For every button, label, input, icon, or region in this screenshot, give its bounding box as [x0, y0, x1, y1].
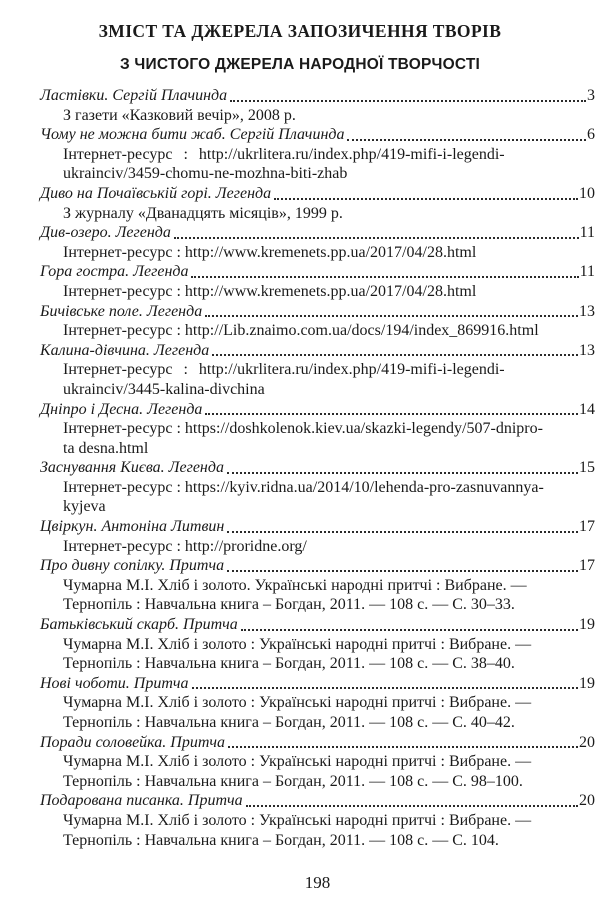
toc-entry-line [40, 262, 595, 282]
dotted-leader [212, 354, 578, 356]
dotted-leader [205, 315, 578, 317]
toc-entry [40, 184, 595, 223]
toc-entry [40, 341, 595, 400]
source-line: Інтернет-ресурс : http://ukrlitera.ru/index.php/419-mifi-i-legendi- [63, 361, 505, 379]
toc-entry-line [40, 556, 595, 576]
toc-entry-line [40, 341, 595, 361]
source-line: Тернопіль : Навчальна книга – Богдан, 2011. — 108 с. — С. 40–42. [63, 714, 515, 731]
toc-entry-line [40, 458, 595, 478]
entry-title: Калина-дівчина. Легенда [40, 341, 210, 359]
entry-title: Заснування Києва. Легенда [40, 459, 224, 477]
source-line: Інтернет-ресурс : http://Lib.znaimo.com.ua/docs/194/index_869916.html [63, 322, 539, 340]
toc-entry-line [40, 517, 595, 537]
toc-entry [40, 733, 595, 792]
toc-entry [40, 674, 595, 733]
entry-title: Чому не можна бити жаб. Сергій Плачинда [40, 126, 345, 144]
entry-page-number: 13 [579, 302, 595, 320]
entry-page-number: 13 [579, 341, 595, 359]
toc-entry [40, 86, 595, 125]
dotted-leader [274, 198, 578, 200]
entry-page-number: 20 [579, 792, 595, 810]
entry-page-number: 10 [579, 184, 595, 202]
dotted-leader [227, 472, 578, 474]
toc-list [40, 86, 595, 850]
toc-entry-line [40, 791, 595, 811]
source-line: Тернопіль : Навчальна книга – Богдан, 2011. — 108 с. — С. 98–100. [63, 772, 523, 790]
source-line: Інтернет-ресурс : http://www.kremenets.pp.ua/2017/04/28.html [63, 282, 477, 300]
source-line: Чумарна М.І. Хліб і золото : Українські народні притчі : Вибране. — [63, 811, 532, 829]
toc-entry [40, 517, 595, 556]
toc-entry [40, 556, 595, 615]
toc-entry [40, 262, 595, 301]
dotted-leader [174, 237, 579, 239]
source-line: ukrainciv/3445-kalina-divchina [63, 380, 265, 398]
entry-title: Гора гостра. Легенда [40, 263, 189, 281]
source-line: ta desna.html [63, 439, 149, 457]
source-line: З газети «Казковий вечір», 2008 р. [63, 106, 296, 124]
source-line: Тернопіль : Навчальна книга – Богдан, 2011. — 108 с. — С. 38–40. [63, 655, 515, 673]
entry-title: Див-озеро. Легенда [40, 224, 171, 242]
entry-title: Про дивну сопілку. Притча [40, 557, 225, 575]
folio-page-number: 198 [304, 873, 331, 893]
toc-entry-line [40, 125, 595, 145]
dotted-leader [191, 276, 578, 278]
source-line: Чумарна М.І. Хліб і золото : Українські народні притчі : Вибране. — [63, 694, 532, 712]
dotted-leader [227, 531, 578, 533]
dotted-leader [192, 687, 579, 689]
entry-title: Батьківський скарб. Притча [40, 616, 238, 634]
entry-page-number: 11 [579, 263, 595, 281]
dotted-leader [347, 139, 586, 141]
toc-entry [40, 400, 595, 459]
source-line: Інтернет-ресурс : https://kyiv.ridna.ua/2014/10/lehenda-pro-zasnuvannya- [63, 478, 544, 496]
entry-title: Поради соловейка. Притча [40, 733, 225, 751]
toc-entry-line [40, 223, 595, 243]
source-line: Інтернет-ресурс : http://ukrlitera.ru/index.php/419-mifi-i-legendi- [63, 145, 505, 163]
toc-entry [40, 458, 595, 517]
entry-page-number: 14 [579, 400, 595, 418]
source-line: Тернопіль : Навчальна книга – Богдан, 2011. — 108 с. — С. 104. [63, 831, 499, 849]
dotted-leader [228, 746, 578, 748]
toc-entry [40, 302, 595, 341]
dotted-leader [230, 100, 586, 102]
dotted-leader [205, 413, 578, 415]
entry-page-number: 3 [587, 87, 595, 104]
entry-title: Цвіркун. Антоніна Литвин [40, 518, 225, 536]
source-line: Чумарна М.І. Хліб і золото : Українські народні притчі : Вибране. — [63, 635, 532, 653]
entry-title: Дніпро і Десна. Легенда [40, 400, 203, 418]
toc-entry [40, 223, 595, 262]
entry-page-number: 11 [579, 224, 595, 242]
source-line: Інтернет-ресурс : https://doshkolenok.kiev.ua/skazki-legendy/507-dnipro- [63, 420, 543, 438]
dotted-leader [246, 805, 578, 807]
toc-entry-line [40, 674, 595, 694]
toc-entry-line [40, 733, 595, 753]
source-line: Чумарна М.І. Хліб і золото : Українські народні притчі : Вибране. — [63, 753, 532, 771]
entry-page-number: 19 [579, 616, 595, 634]
source-line: Інтернет-ресурс : http://www.kremenets.pp.ua/2017/04/28.html [63, 243, 477, 261]
entry-page-number: 17 [579, 557, 595, 575]
source-line: Інтернет-ресурс : http://proridne.org/ [63, 537, 307, 555]
entry-page-number: 20 [579, 733, 595, 751]
toc-entry-line [40, 302, 595, 322]
source-line: З журналу «Дванадцять місяців», 1999 р. [63, 204, 343, 222]
entry-title: Бичівське поле. Легенда [40, 302, 203, 320]
entry-page-number: 19 [579, 674, 595, 692]
entry-page-number: 17 [579, 518, 595, 536]
source-line: Тернопіль : Навчальна книга – Богдан, 2011. — 108 с. — С. 30–33. [63, 596, 515, 614]
toc-entry-line [40, 184, 595, 204]
entry-title: Подарована писанка. Притча [40, 792, 243, 810]
toc-entry [40, 125, 595, 184]
source-line: kyjeva [63, 498, 106, 516]
source-line: ukrainciv/3459-chomu-ne-mozhna-biti-zhab [63, 165, 348, 183]
dotted-leader [241, 629, 578, 631]
toc-entry-line [40, 615, 595, 635]
toc-entry [40, 615, 595, 674]
dotted-leader [227, 570, 578, 572]
toc-entry-line [40, 400, 595, 420]
entry-title: Ластівки. Сергій Плачинда [40, 87, 228, 104]
section-title: З ЧИСТОГО ДЖЕРЕЛА НАРОДНОЇ ТВОРЧОСТІ [119, 56, 481, 73]
source-line: Чумарна М.І. Хліб і золото. Українські народні притчі : Вибране. — [63, 576, 527, 594]
entry-page-number: 6 [587, 126, 595, 144]
entry-page-number: 15 [579, 459, 595, 477]
page-title: ЗМІСТ ТА ДЖЕРЕЛА ЗАПОЗИЧЕННЯ ТВОРІВ [98, 21, 502, 41]
entry-title: Диво на Почаївській горі. Легенда [40, 184, 272, 202]
entry-title: Нові чоботи. Притча [40, 674, 189, 692]
toc-entry-line [40, 86, 595, 106]
toc-entry [40, 791, 595, 850]
